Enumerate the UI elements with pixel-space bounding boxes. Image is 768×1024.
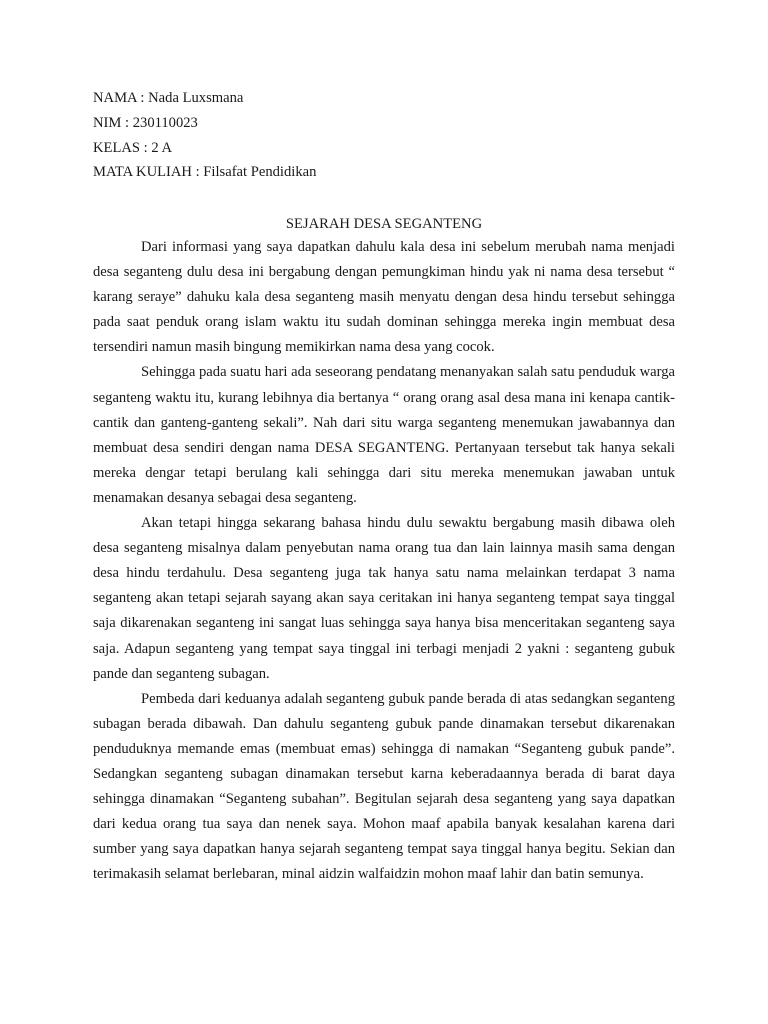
student-info-header (93, 86, 683, 185)
student-name-line: NAMA : Nada Luxsmana (93, 90, 244, 106)
document-title: SEJARAH DESA SEGANTENG (285, 216, 483, 232)
paragraph-4: Pembeda dari keduanya adalah seganteng gubuk pande berada di atas sedangkan seganteng subagan berada dibawah. Dan dahulu seganteng gubuk pande dinamakan tersebut dikarenakan penduduknya memande emas (membuat emas) sehingga di namakan “Seganteng gubuk pande”. Sedangkan seganteng subagan dinamakan tersebut karna keberadaannya berada di barat daya sehingga dinamakan “Seganteng subahan”. Begitulan sejarah desa seganteng yang saya dapatkan dari kedua orang tua saya dan nenek saya. Mohon maaf apabila banyak kesalahan karena dari sumber yang saya dapatkan hanya sejarah seganteng tempat saya tinggal hanya begitu. Sekian dan terimakasih selamat berlebaran, minal aidzin walfaidzin mohon maaf lahir dan batin semunya. (93, 690, 675, 883)
paragraph-1: Dari informasi yang saya dapatkan dahulu kala desa ini sebelum merubah nama menjadi desa seganteng dulu desa ini bergabung dengan pemungkiman hindu yak ni nama desa tersebut “ karang seraye” dahuku kala desa seganteng masih menyatu dengan desa hindu tersebut sehingga pada saat penduk orang islam waktu itu sudah dominan sehingga mereka ingin membuat desa tersendiri namun masih bingung memikirkan nama desa yang cocok. (93, 239, 675, 356)
paragraph-3: Akan tetapi hingga sekarang bahasa hindu dulu sewaktu bergabung masih dibawa oleh desa seganteng misalnya dalam penyebutan nama orang tua dan lain lainnya masih sama dengan desa hindu terdahulu. Desa seganteng juga tak hanya satu nama melainkan terdapat 3 nama seganteng akan tetapi sejarah sayang akan saya ceritakan ini hanya seganteng tempat saya tinggal saja dikarenakan seganteng ini sangat luas sehingga saya hanya bisa menceritakan seganteng saya saja. Adapun seganteng yang tempat saya tinggal ini terbagi menjadi 2 yakni : seganteng gubuk pande dan seganteng subagan. (93, 515, 675, 682)
student-id-line: NIM : 230110023 (93, 114, 198, 131)
course-line: MATA KULIAH : Filsafat Pendidikan (93, 164, 317, 181)
paragraph-2: Sehingga pada suatu hari ada seseorang pendatang menanyakan salah satu penduduk warga seganteng waktu itu, kurang lebihnya dia bertanya “ orang orang asal desa mana ini kenapa cantik-cantik dan ganteng-ganteng sekali”. Nah dari situ warga seganteng menemukan jawabannya dan membuat desa sendiri dengan nama DESA SEGANTENG. Pertanyaan tersebut tak hanya sekali mereka dengar tetapi berulang kali sehingga dari situ mereka menemukan jawaban untuk menamakan desanya sebagai desa seganteng. (93, 364, 675, 506)
document-body (93, 235, 675, 887)
class-line: KELAS : 2 A (93, 139, 173, 156)
